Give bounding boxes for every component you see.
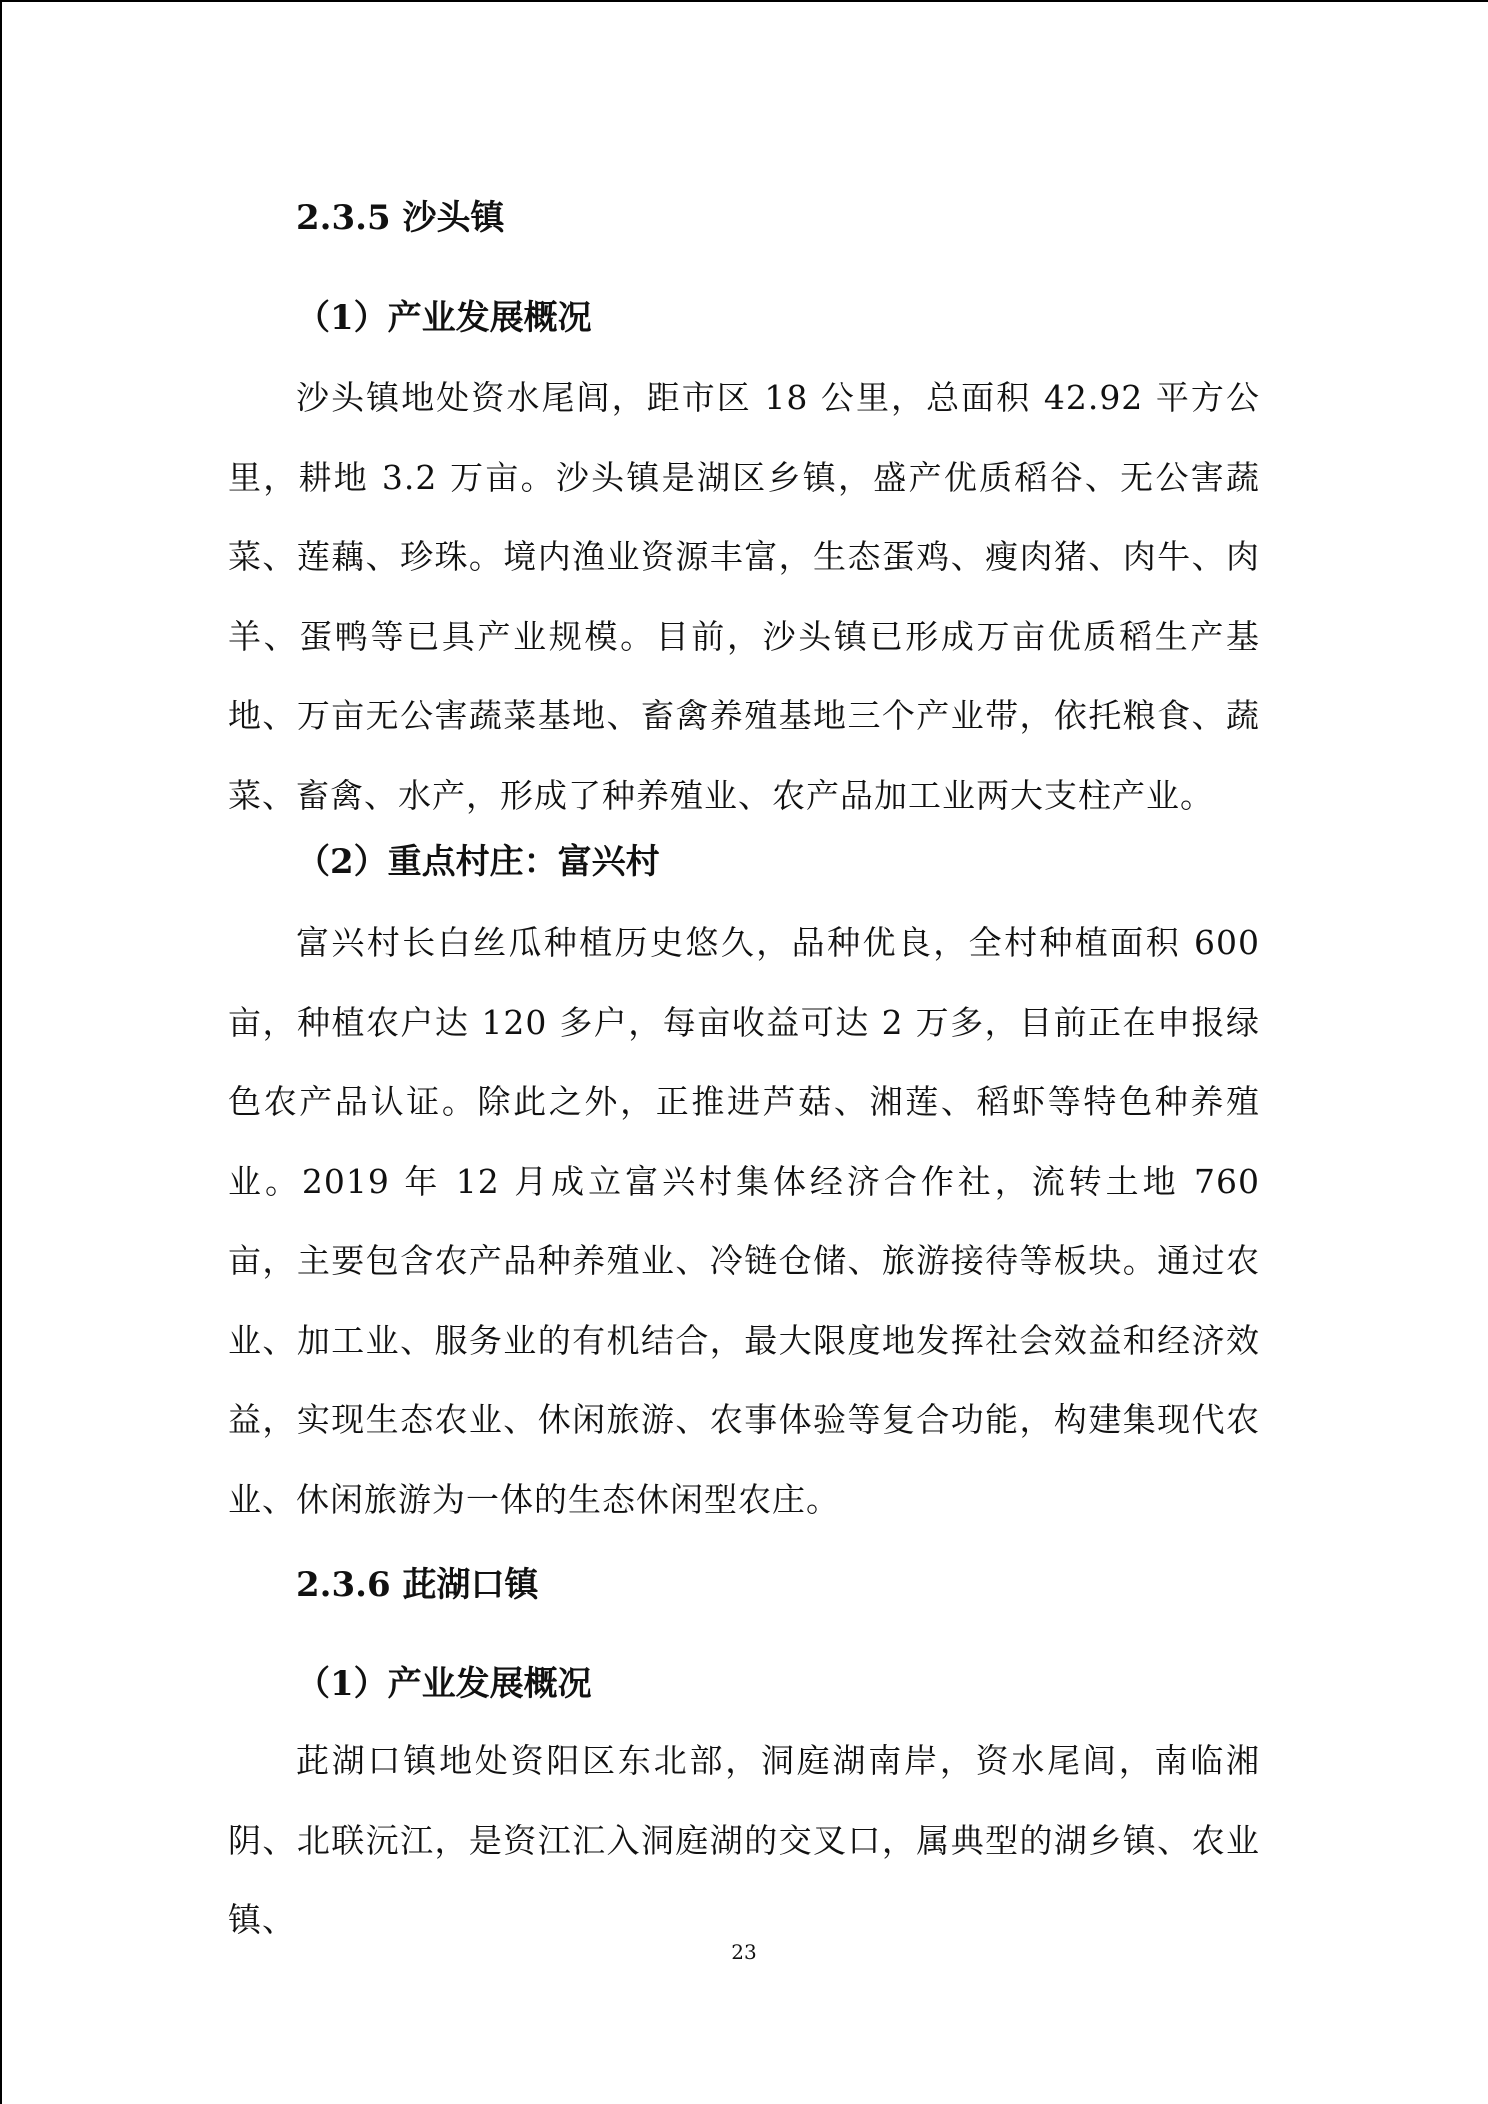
page-left-border xyxy=(0,0,2,2104)
section-heading-2-3-6: 2.3.6 茈湖口镇 xyxy=(296,1565,539,1605)
paragraph-cihukou-industry: 茈湖口镇地处资阳区东北部，洞庭湖南岸，资水尾闾，南临湘阴、北联沅江，是资江汇入洞庭湖的交叉口，属典型的湖乡镇、农业镇、 xyxy=(228,1741,1260,1939)
section-heading-2-3-5: 2.3.5 沙头镇 xyxy=(296,198,505,238)
paragraph-shatou-industry: 沙头镇地处资水尾闾，距市区 18 公里，总面积 42.92 平方公里，耕地 3.2 万亩。沙头镇是湖区乡镇，盛产优质稻谷、无公害蔬菜、莲藕、珍珠。境内渔业资源丰富，生态蛋鸡、瘦肉猪、肉牛、肉羊、蛋鸭等已具产业规模。目前，沙头镇已形成万亩优质稻生产基地、万亩无公害蔬菜基地、畜禽养殖基地三个产业带，依托粮食、蔬菜、畜禽、水产，形成了种养殖业、农产品加工业两大支柱产业。 xyxy=(228,378,1260,815)
page-top-border xyxy=(0,0,1488,2)
subsection-heading-industry-overview: （1）产业发展概况 xyxy=(296,298,592,338)
subsection-heading-key-village: （2）重点村庄：富兴村 xyxy=(296,842,660,882)
page-number: 23 xyxy=(731,1940,757,1964)
subsection-heading-industry-overview-2: （1）产业发展概况 xyxy=(296,1664,592,1704)
paragraph-fuxing-village: 富兴村长白丝瓜种植历史悠久，品种优良，全村种植面积 600 亩，种植农户达 120 多户，每亩收益可达 2 万多，目前正在申报绿色农产品认证。除此之外，正推进芦菇、湘莲、稻虾等特色种养殖业。2019 年 12 月成立富兴村集体经济合作社，流转土地 760 亩，主要包含农产品种养殖业、冷链仓储、旅游接待等板块。通过农业、加工业、服务业的有机结合，最大限度地发挥社会效益和经济效益，实现生态农业、休闲旅游、农事体验等复合功能，构建集现代农业、休闲旅游为一体的生态休闲型农庄。 xyxy=(228,923,1260,1519)
